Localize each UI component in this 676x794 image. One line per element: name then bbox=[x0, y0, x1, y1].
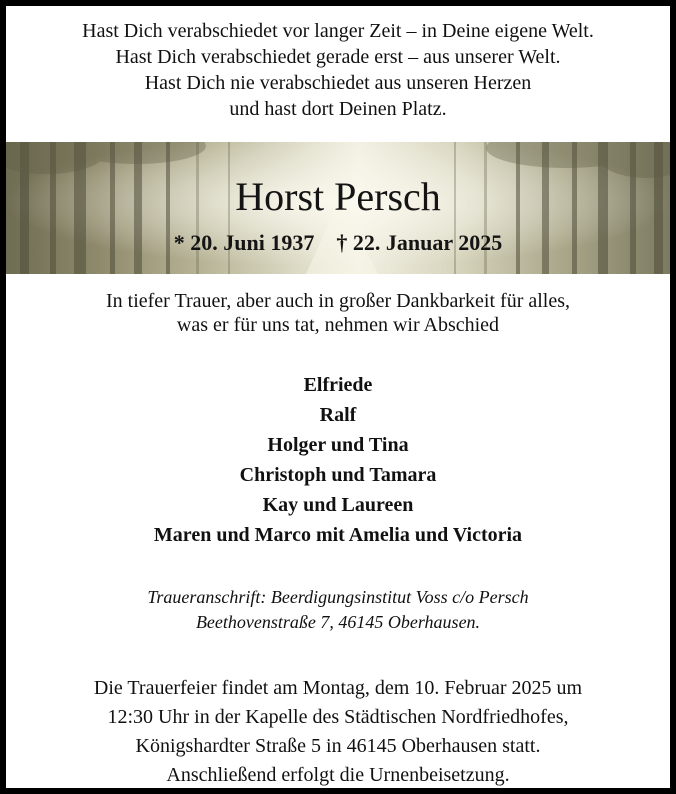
forest-banner bbox=[6, 142, 670, 274]
intro-line: In tiefer Trauer, aber auch in großer Dankbarkeit für alles, bbox=[105, 290, 570, 312]
mourner-name: Holger und Tina bbox=[267, 434, 409, 456]
farewell-intro bbox=[6, 289, 670, 337]
poem-line: Hast Dich verabschiedet gerade erst – aus unserer Welt. bbox=[115, 46, 561, 68]
ceremony-line: Königshardter Straße 5 in 46145 Oberhausen statt. bbox=[135, 735, 541, 757]
poem-line: Hast Dich verabschiedet vor langer Zeit – in Deine eigene Welt. bbox=[82, 20, 594, 42]
intro-line: was er für uns tat, nehmen wir Abschied bbox=[176, 314, 500, 336]
ceremony-line: Anschließend erfolgt die Urnenbeisetzung. bbox=[166, 764, 510, 786]
life-dates bbox=[6, 230, 670, 256]
address-line: Traueranschrift: Beerdigungsinstitut Voss c/o Persch bbox=[147, 587, 529, 607]
poem-line: und hast dort Deinen Platz. bbox=[229, 98, 447, 120]
ceremony-line: 12:30 Uhr in der Kapelle des Städtischen Nordfriedhofes, bbox=[107, 706, 569, 728]
mourner-name: Christoph und Tamara bbox=[239, 464, 437, 486]
poem-line: Hast Dich nie verabschiedet aus unseren Herzen bbox=[144, 72, 532, 94]
memorial-poem bbox=[6, 18, 670, 122]
funeral-details bbox=[6, 674, 670, 790]
ceremony-line: Die Trauerfeier findet am Montag, dem 10. Februar 2025 um bbox=[93, 677, 583, 699]
mourner-name: Elfriede bbox=[303, 374, 373, 396]
deceased-name: Horst Persch bbox=[235, 174, 441, 219]
death-date: † 22. Januar 2025 bbox=[336, 230, 503, 255]
mourner-name: Ralf bbox=[319, 404, 357, 426]
address-line: Beethovenstraße 7, 46145 Oberhausen. bbox=[195, 612, 481, 632]
mourner-name: Maren und Marco mit Amelia und Victoria bbox=[153, 524, 523, 546]
mourning-address bbox=[6, 585, 670, 635]
mourners-list bbox=[6, 370, 670, 550]
mourner-name: Kay und Laureen bbox=[262, 494, 414, 516]
birth-date: * 20. Juni 1937 bbox=[173, 230, 315, 255]
